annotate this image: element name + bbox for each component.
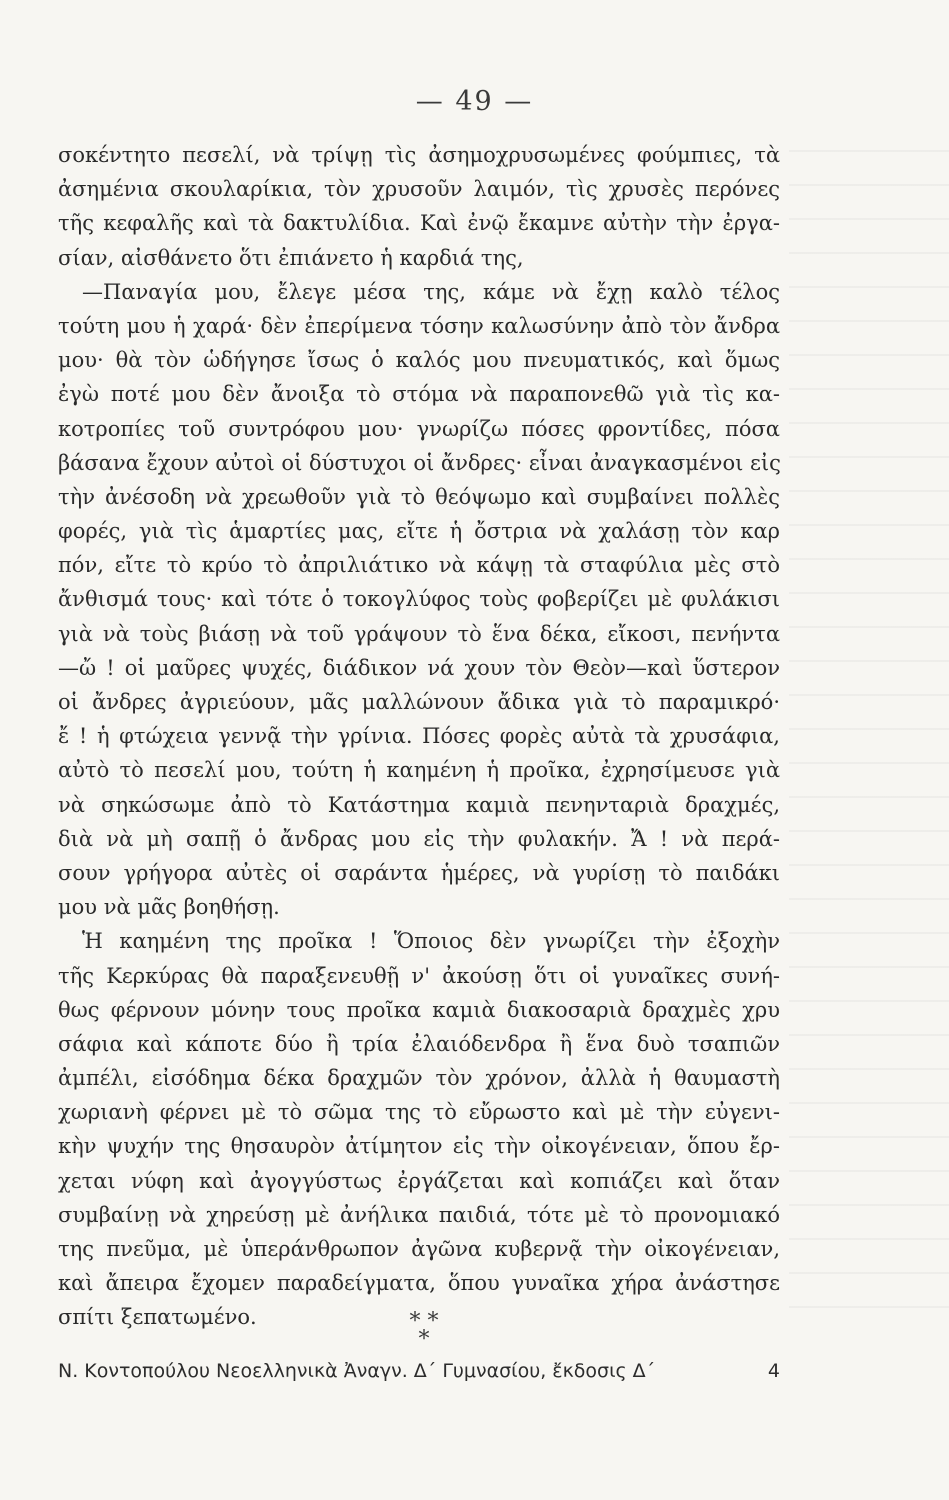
text-line: γιὰ νὰ τοὺς βιάσῃ νὰ τοῦ γράψουν τὸ ἕνα δέκα, εἴκοσι, πενήντα (58, 621, 780, 646)
text-line: τῆς κεφαλῆς καὶ τὰ δακτυλίδια. Καὶ ἐνῷ ἔκαμνε αὐτὴν τὴν ἐργα- (58, 211, 780, 236)
text-line: —Παναγία μου, ἔλεγε μέσα της, κάμε νὰ ἔχῃ καλὸ τέλος (82, 279, 780, 304)
text-line: Ἡ καημένη της προῖκα ! Ὅποιος δὲν γνωρίζει τὴν ἐξοχὴν (82, 929, 780, 954)
body-text (58, 138, 780, 1335)
text-line: σπίτι ξεπατωμένο. (58, 1305, 257, 1330)
text-line: ἔ ! ἡ φτώχεια γεννᾷ τὴν γρίνια. Πόσες φορὲς αὐτὰ τὰ χρυσάφια, (58, 724, 780, 749)
text-line: σοκέντητο πεσελί, νὰ τρίψῃ τὶς ἀσημοχρυσωμένες φούμπιες, τὰ (58, 143, 780, 167)
text-line: καὶ ἄπειρα ἔχομεν παραδείγματα, ὅπου γυναῖκα χήρα ἀνάστησε (58, 1271, 780, 1296)
text-line: διὰ νὰ μὴ σαπῇ ὁ ἄνδρας μου εἰς τὴν φυλακήν. Ἄ ! νὰ περά- (58, 826, 780, 851)
text-line: φορές, γιὰ τὶς ἁμαρτίες μας, εἴτε ἡ ὄστρια νὰ χαλάσῃ τὸν καρ (58, 519, 780, 544)
text-line: —ὤ ! οἱ μαῦρες ψυχές, διάδικον νά χουν τὸν Θεὸν—καὶ ὕστερον (58, 655, 780, 680)
separator-bottom: * (418, 1327, 430, 1352)
text-line: συμβαίνῃ νὰ χηρεύσῃ μὲ ἀνήλικα παιδιά, τότε μὲ τὸ προνομιακό (58, 1202, 780, 1227)
text-line: σουν γρήγορα αὐτὲς οἱ σαράντα ἡμέρες, νὰ γυρίσῃ τὸ παιδάκι (58, 860, 780, 885)
section-separator-asterisks (394, 1309, 454, 1352)
text-line: νὰ σηκώσωμε ἀπὸ τὸ Κατάστημα καμιὰ πενηνταριὰ δραχμές, (58, 792, 780, 817)
text-line: χεται νύφη καὶ ἀγογγύστως ἐργάζεται καὶ κοπιάζει καὶ ὅταν (58, 1168, 780, 1193)
text-line: οἱ ἄνδρες ἀγριεύουν, μᾶς μαλλώνουν ἄδικα γιὰ τὸ παραμικρό· (58, 690, 780, 714)
text-line: κὴν ψυχήν της θησαυρὸν ἀτίμητον εἰς τὴν οἰκογένειαν, ὅπου ἔρ- (58, 1134, 780, 1159)
page-number: — 49 — (415, 86, 534, 117)
text-line: μου νὰ μᾶς βοηθήσῃ. (58, 895, 280, 920)
signature-footer (58, 1360, 780, 1382)
text-line: μου· θὰ τὸν ὡδήγησε ἴσως ὁ καλός μου πνευματικός, καὶ ὅμως (58, 348, 780, 373)
text-line: σάφια καὶ κάποτε δύο ἢ τρία ἐλαιόδενδρα ἢ ἕνα δυὸ τσαπιῶν (58, 1031, 780, 1056)
text-line: αὐτὸ τὸ πεσελί μου, τούτη ἡ καημένη ἡ προῖκα, ἐχρησίμευσε γιὰ (58, 758, 780, 783)
text-line: βάσανα ἔχουν αὐτοὶ οἱ δύστυχοι οἱ ἄνδρες· εἶναι ἀναγκασμένοι εἰς (58, 450, 781, 475)
text-line: τῆς Κερκύρας θὰ παραξενευθῇ ν' ἀκούσῃ ὅτι οἱ γυναῖκες συνή- (58, 963, 780, 988)
text-line: της πνεῦμα, μὲ ὑπεράνθρωπον ἀγῶνα κυβερνᾷ τὴν οἰκογένειαν, (58, 1237, 780, 1261)
text-line: τούτη μου ἡ χαρά· δὲν ἐπερίμενα τόσην καλωσύνην ἀπὸ τὸν ἄνδρα (58, 313, 780, 338)
text-line: χωριανὴ φέρνει μὲ τὸ σῶμα της τὸ εὔρωστο καὶ μὲ τὴν εὐγενι- (58, 1100, 780, 1125)
text-line: κοτροπίες τοῦ συντρόφου μου· γνωρίζω πόσες φροντίδες, πόσα (58, 416, 780, 441)
footer-book-title: Ν. Κοντοπούλου Νεοελληνικὰ Ἀναγν. Δ΄ Γυμνασίου, ἔκδοσις Δ΄ (58, 1360, 656, 1382)
text-line: θως φέρνουν μόνην τους προῖκα καμιὰ διακοσαριὰ δραχμὲς χρυ (58, 997, 780, 1022)
footer-sheet-number: 4 (767, 1360, 780, 1382)
show-through-text (789, 150, 949, 1330)
text-line: σίαν, αἰσθάνετο ὅτι ἐπιάνετο ἡ καρδιά της, (58, 245, 524, 270)
text-line: πόν, εἴτε τὸ κρύο τὸ ἀπριλιάτικο νὰ κάψῃ τὰ σταφύλια μὲς στὸ (58, 553, 780, 578)
text-line: ἐγὼ ποτέ μου δὲν ἄνοιξα τὸ στόμα νὰ παραπονεθῶ γιὰ τὶς κα- (58, 382, 780, 407)
text-line: τὴν ἀνέσοδη νὰ χρεωθοῦν γιὰ τὸ θεόψωμο καὶ συμβαίνει πολλὲς (58, 484, 780, 509)
text-line: ἀμπέλι, εἰσόδημα δέκα δραχμῶν τὸν χρόνον, ἀλλὰ ἡ θαυμαστὴ (58, 1066, 780, 1091)
separator-top: * * (409, 1309, 439, 1334)
text-line: ἄνθισμά τους· καὶ τότε ὁ τοκογλύφος τοὺς φοβερίζει μὲ φυλάκισι (58, 587, 780, 612)
text-line: ἀσημένια σκουλαρίκια, τὸν χρυσοῦν λαιμόν, τὶς χρυσὲς περόνες (58, 177, 780, 202)
